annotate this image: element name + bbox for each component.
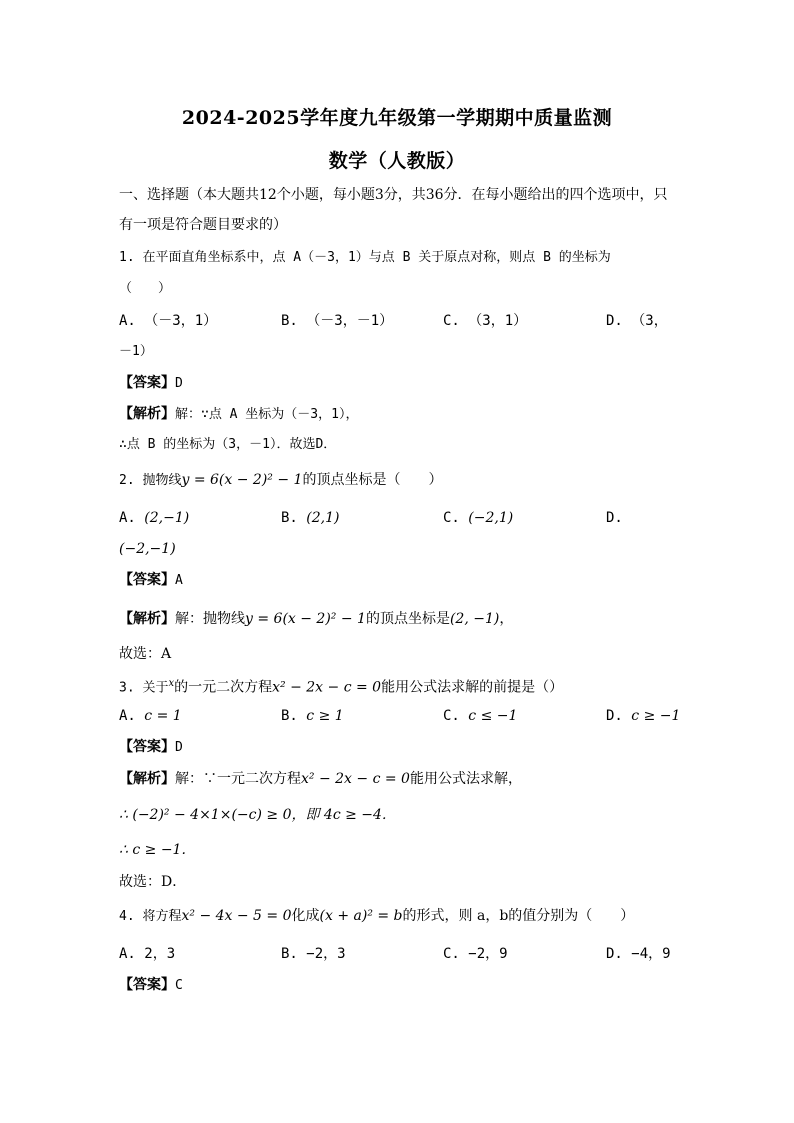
answer-tag: 【答案】 [119,977,175,993]
q2-stem-prefix: 2. 抛物线 [119,473,182,488]
q3-stem-prefix: 3. 关于 [119,680,169,696]
q3-option-c-value: c ≤ −1 [468,708,518,724]
q3-option-d-value: c ≥ −1 [631,708,681,724]
q1-analysis-cont: ∴点 B 的坐标为（3，－1）．故选D． [119,437,337,452]
q4-option-b: B. −2，3 [281,946,346,962]
answer-tag: 【答案】 [119,739,175,755]
q3-stem [119,674,563,699]
q1-analysis-text: 解：∵点 A 坐标为（－3，1）， [175,407,359,422]
q3-option-d-label: D. [606,708,623,724]
q4-stem-math: x² − 4x − 5 = 0 [181,908,292,924]
q1-stem: 1. 在平面直角坐标系中，点 A（－3，1）与点 B 关于原点对称，则点 B 的坐标为 [119,250,611,265]
q1-option-b: B. （－3，－1） [281,313,394,329]
q3-analysis-sym: ∵ [203,771,217,787]
q1-option-d: D. （3， [606,313,668,329]
q4-stem-suffix: 的形式，则 a，b的值分别为（ ） [402,908,635,924]
q4-option-a: A. 2，3 [119,946,176,962]
q2-option-b [281,508,340,528]
q3-stem-var: x [168,678,175,689]
q3-conclusion: 故选：D． [119,874,187,890]
q2-stem-suffix: 的顶点坐标是（ ） [302,472,443,488]
q4-answer [119,975,183,996]
q3-analysis-math: x² − 2x − c = 0 [301,771,410,787]
q1-answer-value: D [175,376,183,391]
q2-answer [119,570,183,591]
q3-option-c [443,706,517,726]
q3-option-c-label: C. [443,708,460,724]
q3-step-1: ∴ (−2)² − 4×1×(−c) ≥ 0，即 4c ≥ −4． [119,807,396,823]
q2-analysis-end: ， [499,611,514,627]
page-subtitle: 数学（人教版） [328,150,466,172]
q2-option-a-value: (2,−1) [144,510,190,526]
section-heading-cont: 有一项是符合题目要求的） [119,217,287,233]
analysis-tag: 【解析】 [119,406,175,422]
q2-analysis-mid: 的顶点坐标是 [365,611,450,627]
q2-option-a-label: A. [119,510,136,526]
q1-option-d-cont: －1） [119,344,153,359]
q3-answer [119,737,183,758]
q2-option-b-label: B. [281,510,298,526]
q3-option-b [281,706,344,726]
q1-answer [119,373,183,394]
q3-option-b-value: c ≥ 1 [306,708,344,724]
q4-answer-value: C [175,978,183,993]
section-heading: 一、选择题（本大题共12个小题，每小题3分，共36分．在每小题给出的四个选项中，只 [119,187,668,203]
answer-tag: 【答案】 [119,375,175,391]
page-title: 2024-2025学年度九年级第一学期期中质量监测 [181,107,613,129]
q4-stem-mid: 化成 [291,908,320,924]
q3-analysis [119,769,522,789]
answer-tag: 【答案】 [119,572,175,588]
q3-answer-value: D [175,740,183,755]
q4-stem [119,906,634,927]
q3-option-d [606,706,680,726]
q3-option-a [119,706,182,726]
q4-option-d: D. −4，9 [606,946,671,962]
q3-option-a-label: A. [119,708,136,724]
q2-option-c-label: C. [443,510,460,526]
q4-stem-math2: (x + a)² = b [319,908,403,924]
q2-option-c-value: (−2,1) [468,510,514,526]
q4-stem-prefix: 4. 将方程 [119,909,182,924]
q3-analysis-suffix: 能用公式法求解， [409,771,522,787]
q2-analysis [119,609,513,629]
q3-stem-suffix: 能用公式法求解的前提是（） [381,679,564,696]
q2-option-d-value: (−2,−1) [119,541,176,557]
q1-analysis [119,404,358,425]
q2-analysis-math: y = 6(x − 2)² − 1 [245,611,366,627]
q2-answer-value: A [175,573,183,588]
q1-option-a: A. （－3，1） [119,313,218,329]
q3-option-a-value: c = 1 [144,708,182,724]
q3-stem-mid: 的一元二次方程 [174,679,273,696]
analysis-tag: 【解析】 [119,611,175,627]
q3-step-2: ∴ c ≥ −1. [119,842,186,858]
q3-stem-math: x² − 2x − c = 0 [272,679,382,696]
q3-analysis-prefix: 解： [175,771,203,787]
q2-stem [119,470,442,491]
q2-stem-math: y = 6(x − 2)² − 1 [181,472,303,488]
q2-option-c [443,508,513,528]
q2-analysis-math2: (2, −1) [449,611,500,627]
q3-option-b-label: B. [281,708,298,724]
q3-analysis-mid: 一元二次方程 [217,771,301,787]
q2-analysis-prefix: 解：抛物线 [175,611,245,627]
q2-option-d: D. [606,510,623,526]
q2-conclusion: 故选：A [119,646,172,662]
q1-option-c: C. （3，1） [443,313,528,329]
q2-option-b-value: (2,1) [306,510,340,526]
analysis-tag: 【解析】 [119,771,175,787]
q2-option-a [119,508,189,528]
q4-option-c: C. −2，9 [443,946,508,962]
q1-paren: （ ） [119,281,172,296]
